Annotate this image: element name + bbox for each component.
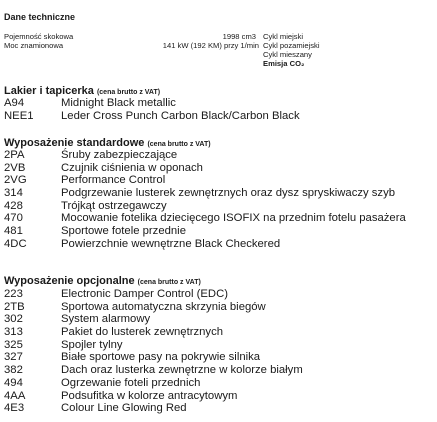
option-description: Podgrzewanie lusterek zewnętrznych oraz dysz spryskiwaczy szyb [61, 187, 396, 200]
list-item [4, 225, 437, 238]
section-title-text: Wyposażenie opcjonalne [4, 275, 135, 287]
option-code: 223 [4, 288, 23, 300]
list-item [4, 402, 437, 415]
option-description: Performance Control [61, 174, 166, 187]
standard-equipment-list [4, 149, 437, 251]
tech-row [4, 59, 434, 68]
option-description: Leder Cross Punch Carbon Black/Carbon Black [61, 109, 300, 122]
tech-row [4, 41, 434, 50]
price-note: (cena brutto z VAT) [96, 89, 161, 96]
tech-cycle-label: Cykl mieszany [263, 50, 312, 59]
tech-row [4, 50, 434, 59]
option-description: Śruby zabezpieczające [61, 149, 178, 161]
option-description: Midnight Black metallic [61, 97, 176, 109]
optional-equipment-section-title [4, 275, 201, 287]
tech-value: 1998 cm3 [222, 32, 256, 41]
tech-section-title: Dane techniczne [4, 12, 76, 22]
option-description: Powierzchnie wewnętrzne Black Checkered [61, 237, 281, 250]
option-code: 4AA [4, 389, 26, 402]
option-code: 2PA [4, 149, 25, 161]
option-code: 325 [4, 338, 23, 351]
tech-label: Moc znamionowa [4, 41, 64, 50]
list-item [4, 364, 437, 377]
option-code: A94 [4, 97, 25, 109]
option-description: Sportowe fotele przednie [61, 225, 186, 238]
option-description: Pakiet do lusterek zewnętrznych [61, 326, 224, 339]
tech-cycle-label: Cykl miejski [263, 32, 304, 41]
section-title-text: Lakier i tapicerka [4, 85, 94, 97]
option-code: 2TB [4, 300, 25, 313]
list-item [4, 212, 437, 225]
list-item [4, 288, 437, 301]
list-item [4, 97, 437, 110]
option-code: 494 [4, 376, 23, 389]
list-item [4, 390, 437, 403]
option-description: Mocowanie fotelika dziecięcego ISOFIX na przednim fotelu pasażera [61, 212, 406, 225]
option-description: Sportowa automatyczna skrzynia biegów [61, 300, 266, 313]
option-description: Ogrzewanie foteli przednich [61, 376, 201, 389]
option-description: Electronic Damper Control (EDC) [61, 288, 228, 300]
section-title-text: Wyposażenie standardowe [4, 137, 145, 149]
option-code: 4E3 [4, 402, 25, 415]
list-item [4, 301, 437, 314]
list-item [4, 162, 437, 175]
option-code: 428 [4, 199, 23, 212]
paint-upholstery-section-title [4, 85, 160, 97]
list-item [4, 149, 437, 162]
option-description: Trójkąt ostrzegawczy [61, 199, 167, 212]
list-item [4, 187, 437, 200]
tech-cycle-label: Cykl pozamiejski [263, 41, 320, 50]
standard-equipment-section-title [4, 137, 211, 149]
option-description: Białe sportowe pasy na pokrywie silnika [61, 351, 261, 364]
option-description: Podsufitka w kolorze antracytowym [61, 389, 238, 402]
list-item [4, 200, 437, 213]
option-code: 314 [4, 187, 23, 200]
option-description: System alarmowy [61, 313, 151, 326]
option-description: Dach oraz lusterka zewnętrzne w kolorze białym [61, 364, 303, 377]
option-code: 302 [4, 313, 23, 326]
tech-cycle-label-emission: Emisja CO₂ [263, 59, 305, 68]
tech-row [4, 32, 434, 41]
option-code: 470 [4, 212, 23, 225]
list-item [4, 313, 437, 326]
tech-value: 141 kW (192 KM) przy 1/min [162, 41, 259, 50]
paint-upholstery-list [4, 97, 437, 122]
list-item [4, 377, 437, 390]
option-description: Colour Line Glowing Red [61, 402, 187, 415]
list-item [4, 110, 437, 123]
option-code: 313 [4, 326, 23, 339]
tech-table [4, 32, 434, 68]
option-code: 4DC [4, 237, 27, 250]
option-code: 327 [4, 351, 23, 364]
list-item [4, 238, 437, 251]
price-note: (cena brutto z VAT) [147, 141, 211, 148]
optional-equipment-list [4, 288, 437, 415]
list-item [4, 339, 437, 352]
option-code: NEE1 [4, 109, 34, 122]
option-code: 481 [4, 225, 23, 238]
price-note: (cena brutto z VAT) [137, 279, 201, 286]
list-item [4, 326, 437, 339]
option-code: 382 [4, 364, 23, 377]
tech-label: Pojemność skokowa [4, 32, 74, 41]
option-description: Czujnik ciśnienia w oponach [61, 161, 203, 174]
option-description: Spojler tylny [61, 338, 123, 351]
list-item [4, 351, 437, 364]
list-item [4, 174, 437, 187]
option-code: 2VB [4, 161, 26, 174]
option-code: 2VG [4, 174, 27, 187]
